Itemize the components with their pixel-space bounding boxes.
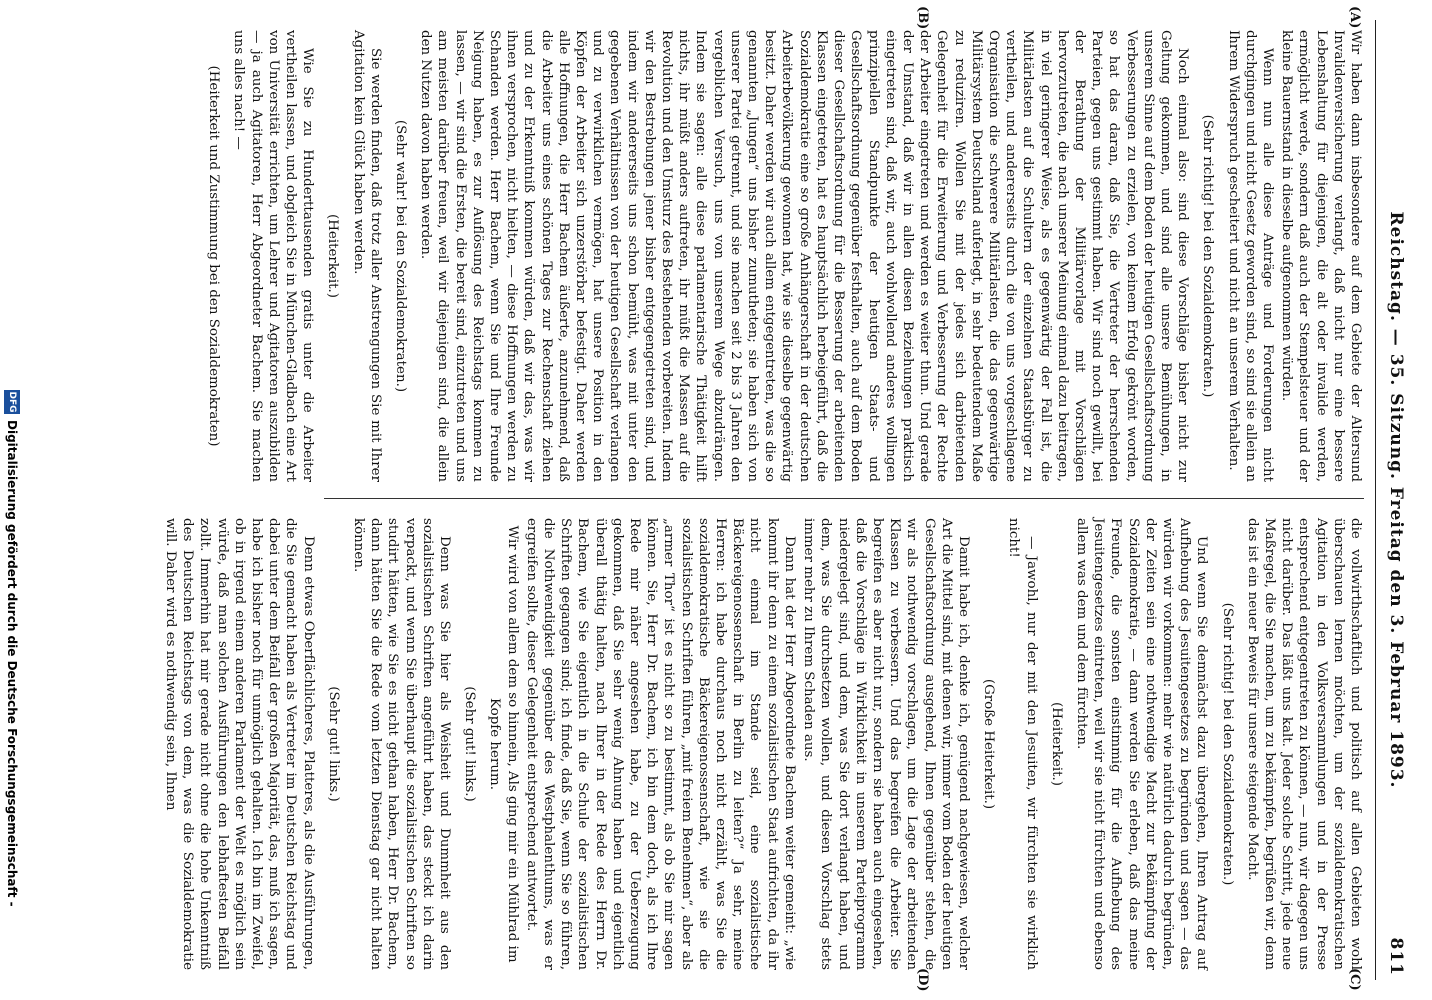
margin-mark-c: (C): [1347, 968, 1362, 991]
interjection: (Sehr gut! links.): [325, 686, 341, 802]
column-divider: [324, 498, 1364, 499]
interjection: (Sehr wahr! bei den Sozialdemokraten.): [393, 119, 409, 393]
paragraph: Noch einmal also: sind diese Vorschläge bisher nicht zur Geltung gekommen, und sind alle unsere Bemühungen, in unserem Sinne auf dem Boden der heutigen Gesellschaftsordnung Verbesserungen zu erzielen, von keinem Erfolg gekrönt worden, so hat das daran, daß Sie, die Vertreter der herrschenden Parteien, gegen uns gestimmt haben. Wir sind noch gewillt, bei der Berathung der Militärvorlage mit Vorschlägen hervorzutreten, die nach unserer Meinung einmal dazu beitragen, in viel geringerer Weise, als es gegenwärtig der Fall ist, die Militärlasten auf die Schultern der einzelnen Staatsbürger zu vertheilen, und andererseits durch die von uns vorgeschlagene Organisation die schwerere Militärlasten, die das gegenwärtige Militärsystem Deutschland auferlegt, in sehr bedeutendem Maße zu reduziren. Wollen Sie mit der jedes sich darbietenden Gelegenheit für die Erweiterung und Verbesserung der Rechte der Arbeiter eingetreten und werden es weiter thun. Und gerade der Umstand, daß wir in allen diesen Beziehungen praktisch eingetreten sind, daß wir, auch wohlwollend anderes wollingen prinzipiellen Standpunkte der heutigen Staats- und Gesellschaftsordnung gegenüber festhalten, auch auf dem Boden dieser Gesellschaftsordnung für die Besserung der arbeitenden Klassen eingetreten, hat es hauptsächlich herbeigeführt, daß die Sozialdemokratie eine so große Anhängerschaft in der deutschen Arbeiterbevölkerung gewonnen hat, wie sie dieselbe gegenwärtig besitzt. Daher werden wir auch allem entgegentreten, was die so genannten „Jungen“ uns bisher zumutheten; sie haben sich von unserer Partei getrennt, und sie machen seit 2 bis 3 Jahren den vergeblichen Versuch, uns von unserem Wege abzudrängen. Indem sie sagen: alle diese parlamentarische Thätigkeit hilft nichts, ihr müßt anders auftreten, ihr müßt die Massen auf die Revolution und den Umsturz des Bestehenden vorbereiten. Indem wir den Bestrebungen jener bisher entgegengetreten sind, und indem wir andererseits uns schon bemüht, was mit unter den gegebenen Verhältnissen von der heutigen Gesellschaft verlangen und zu verwirklichen vermögen, hat unsere Position in den Köpfen der Arbeiter sich unzerstörbar befestigt. Daher werden alle Hoffnungen, die Herr Bachem äußerte, anzunehmend, daß die Arbeiter uns eines schönen Tages zur Rechenschaft ziehen und zu der Erkenntniß kommen würden, daß wir das, was wir ihnen versprochen, nicht hielten, — diese Hoffnungen werden zu Schanden werden. Herr Bachem, wenn Sie und Ihre Freunde Neigung haben, es zur Auflösung des Reichstags kommen zu lassen, — wir sind die Ersten, die bereit sind, einzutreten und uns am meisten darüber freuen, weil wir diejenigen sind, die allein den Nutzen davon haben werden.: [418, 30, 1191, 482]
paragraph: Dann hat der Herr Abgeordnete Bachem weiter gemeint: „wie kommt ihr denn zu einem sozialistischen Staat aufrichten, da ihr nicht einmal im Stande seid, eine sozialistische Bäckereigenossenschaft in Berlin zu leiten?“ Ja sehr, meine Herren: ich habe durchaus noch nicht erzählt, was Sie die sozialdemokratische Bäckereigenossenschaft, wie sie die sozialistischen Schriften führen, „mit freiem Benehmen“, aber als „armer Thor“ ist es nicht so zu bestimmt, als ob Sie mir sagen können. Sie, Herr Dr. Bachem, ich bin dem doch, als ich Ihre Rede mir näher angesehen habe, zu der Ueberzeugung gekommen, daß Sie sehr wenig Ahnung haben und eigentlich überall thätig halten, nach Ihrer in der Rede des Herrn Dr. Bachem, wie Sie eigentlich in die Schule der sozialistischen Schriften gegangen sind; ich finde, daß Sie, wenn Sie so führen, die Nothwendigkeit gegenüber des Westphalenthums, was er ergreifen sollte, dieser Gelegenheit entsprechend antwortet.: [523, 518, 797, 970]
paragraph: Damit habe ich, denke ich, genügend nachgewiesen, welcher Art die Mittel sind, mit denen wir, immer vom Boden der heutigen Gesellschaftsordnung ausgehend, Ihnen gegenüber stehen, die wir als nothwendig vorschlagen, um die Lage der arbeitenden Klassen zu verbessern. Und das begreifen die Arbeiter. Sie begreifen es aber nicht nur, sondern sie haben auch eingesehen, daß die Vorschläge in Wirklichkeit in unserem Parteiprogramm niedergelegt sind, und dem, was Sie dort verlangt haben, und dem, was Sie durchsetzen wollen, und diesen Vorschlag stets immer mehr zu Ihrem Schaden aus.: [801, 518, 971, 970]
paragraph: Und wenn Sie demnächst dazu übergehen, Ihren Antrag auf Aufhebung des Jesuitengesetzes zu begründen und sagen — das würden wir vorkommen: mehr wie natürlich dadurch begründen, der Zeiten sein eine nothwendige Macht zur Bekämpfung der Sozialdemokratie, — dann werden Sie erleben, daß das meine Freunde, die sonsten einstimmig für die Aufhebung des Jesuitengesetzes eintreten, weil wir sie nicht fürchten und ebenso allem was dem und dem fürchten.: [1073, 518, 1210, 970]
interjection: (Heiterkeit.): [1048, 702, 1064, 786]
digitization-footer: [0, 0, 22, 1000]
page-title: Reichstag. — 35. Sitzung. Freitag den 3. Februar 1893.: [1386, 211, 1406, 789]
page-number: 811: [1386, 937, 1406, 976]
left-column: [197, 30, 1364, 482]
right-column: [160, 518, 1364, 970]
verse-quote: Wir wird von allem dem so hinnein, Als ging mir ein Mühlrad im Kopfe herum.: [487, 525, 520, 963]
page-header: [1375, 20, 1412, 980]
interjection: (Heiterkeit und Zustimmung bei den Sozialdemokraten): [206, 65, 222, 447]
interjection: (Sehr gut! links.): [462, 686, 478, 802]
paragraph: die vollwirthschaftlich und politisch auf allen Gebieten wohl überschauen lernen möchten, um der sozialdemokratischen Agitation in den Volksversammlungen und in der Presse entsprechend entgegentreten zu können, — nun, wir dagegen uns nicht darüber. Das läßt uns kalt. Jeder solche Schritt, jede neue Maßregel, die Sie machen, um zu bekämpfen, begrüßen wir, denn das ist ein neuer Beweis für unsere steigende Macht.: [1244, 518, 1363, 970]
interjection: (Sehr richtig! bei den Sozialdemokraten.): [1200, 114, 1216, 398]
margin-mark-a: (A): [1347, 6, 1362, 29]
interjection: (Heiterkeit.): [325, 214, 341, 298]
interjection: (Sehr richtig! bei den Sozialdemokraten.): [1219, 602, 1235, 886]
paragraph: Denn etwas Oberflächlicheres, Platteres, als die Ausführungen, die Sie gemacht haben als Vertreter im Deutschen Reichstag und dabei unter dem Beifall der großen Majorität, das, muß ich sagen, habe ich bisher noch für unmöglich gehalten. Ich bin im Zweifel, ob in irgend einem anderen Parlament der Welt es möglich sein würde, daß man solchen Ausführungen den lebhaftesten Beifall zollt. Immerhin hat mir gerade nicht ohne die hohe Unkenntniß des Deutschen Reichstags von dem, was die Sozialdemokratie will. Daher wird es nothwendig sein, Ihnen: [163, 518, 316, 970]
paragraph: Wenn nun alle diese Anträge und Forderungen nicht durchgingen und nicht Gesetz geworden sind, so sind sie allein an Ihrem Widerspruch gescheitert und nicht an unserem Verhalten.: [1225, 30, 1275, 482]
margin-mark-d: (D): [915, 968, 930, 992]
paragraph: Denn was Sie hier als Weisheit und Dummheit aus den sozialistischen Schriften angeführt haben, das steckt ich darin verpackt, und wenn Sie überhaupt die sozialistischen Schriften so studirt hätten, wie Sie es nicht gethan haben, Herr Dr. Bachem, dann hätten Sie die Rede vom letzten Dienstag gar nicht halten können.: [351, 518, 453, 970]
dfg-logo-icon: DFG: [4, 390, 20, 414]
margin-mark-b: (B): [915, 6, 930, 30]
digitization-credit: Digitalisierung gefördert durch die Deutsche Forschungsgemeinschaft -: [5, 420, 19, 907]
paragraph: Wie Sie zu Hunderttausenden gratis unter die Arbeiter vertheilen lassen, und obgleich Sie in München-Gladbach eine Art von Universität errichten, um Lehrer und Agitatoren auszubilden — ja auch Agitatoren, Herr Abgeordneter Bachem. Sie machen uns alles nach! —: [231, 30, 316, 482]
paragraph: Sie werden finden, daß trotz aller Anstrengungen Sie mit Ihrer Agitation kein Glück haben werden.: [350, 30, 383, 482]
interjection: (Große Heiterkeit.): [981, 678, 997, 810]
paragraph: Wir haben dann insbesondere auf dem Gebiete der Altersund Invalidenversicherung verlangt, daß nicht nur eine bessere Lebenshaltung für diejenigen, die alt oder invalide werden, ermöglicht werde, sondern daß auch der Stempelsteuer und der kleine Bauernstand in dieselbe aufgenommen würden.: [1279, 30, 1363, 482]
paragraph: — Jawohl, nur der mit den Jesuiten, wir fürchten sie wirklich nicht!: [1006, 518, 1039, 970]
